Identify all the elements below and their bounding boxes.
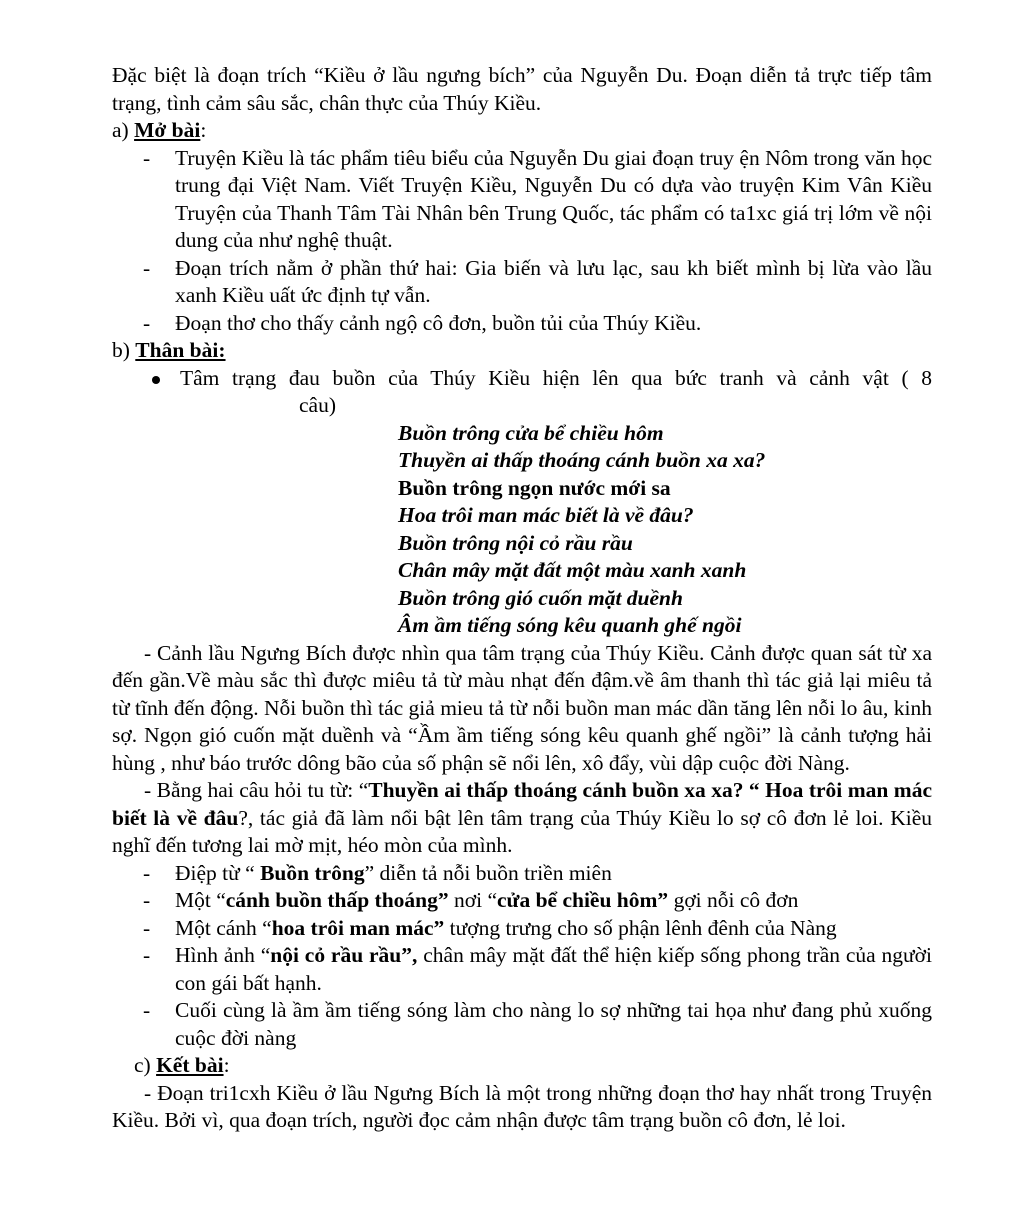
analysis-paragraph-1: - Cảnh lầu Ngưng Bích được nhìn qua tâm trạng của Thúy Kiều. Cảnh được quan sát từ xa đến gần.Về màu sắc thì được miêu tả từ màu nhạt đến đậm.về âm thanh thì tác giả lại miêu tả từ tĩnh đến động. Nỗi buồn thì tác giả mieu tả từ nỗi buồn man mác dần tăng lên nỗi lo âu, kinh sợ. Ngọn gió cuốn mặt duềnh và “Ầm ầm tiếng sóng kêu quanh ghế ngồi” là cảnh tượng hải hùng , như báo trước dông bão của số phận sẽ nổi lên, xô đẩy, vùi dập cuộc đời Nàng. (112, 640, 932, 775)
list-item (143, 915, 932, 943)
analysis-paragraph-2 (112, 777, 932, 860)
text-run: Điệp từ “ (175, 860, 261, 885)
bullet-dot-icon (152, 376, 160, 384)
poem-line: Âm ầm tiếng sóng kêu quanh ghế ngồi (398, 613, 742, 637)
poem-line: Buồn trông gió cuốn mặt duềnh (398, 585, 683, 610)
list-item (143, 860, 932, 888)
mo-bai-colon: : (200, 118, 207, 142)
dash-marker: - (143, 145, 151, 170)
text-run: - Bằng hai câu hỏi tu từ: “ (144, 778, 369, 802)
dash-marker: - (143, 860, 151, 885)
poem-line: Chân mây mặt đất một màu xanh xanh (398, 558, 747, 582)
mo-bai-prefix: a) (112, 118, 135, 142)
poem-line: Thuyền ai thấp thoáng cánh buồn xa xa? (398, 448, 766, 472)
list-item-text: Cuối cùng là ầm ầm tiếng sóng làm cho nàng lo sợ những tai họa như đang phủ xuống cuộc đời nàng (175, 998, 932, 1050)
bullet-text-line2: câu) (299, 393, 336, 417)
text-run: Hình ảnh “ (175, 943, 271, 967)
ket-bai-paragraph: - Đoạn tri1cxh Kiều ở lầu Ngưng Bích là một trong những đoạn thơ hay nhất trong Truyện Kiều. Bởi vì, qua đoạn trích, người đọc cảm nhận được tâm trạng buồn cô đơn, lẻ loi. (112, 1080, 932, 1132)
list-item (143, 997, 932, 1052)
dash-marker: - (143, 255, 151, 280)
mo-bai-title: Mở bài (134, 118, 201, 142)
ket-bai-colon: : (223, 1053, 230, 1077)
text-run: ” diễn tả nỗi buồn triền miên (364, 860, 612, 885)
bullet-item (112, 365, 932, 393)
bold-quote: Thuyền ai thấp thoáng cánh buồn xa xa? “ Hoa trôi man mác biết là về đâu (112, 778, 932, 830)
mo-bai-list (112, 145, 932, 338)
mo-bai-heading (112, 117, 932, 145)
list-item (143, 255, 932, 310)
text-run: Một “ (175, 888, 226, 912)
text-run: nơi “ (448, 888, 498, 912)
ket-bai-title: Kết bài (156, 1053, 224, 1077)
dash-marker: - (143, 310, 151, 335)
than-bai-heading (112, 337, 932, 365)
list-item (143, 310, 932, 338)
dash-marker: - (143, 943, 151, 967)
document-page (112, 62, 932, 1135)
dash-marker: - (143, 888, 151, 912)
poem-line: Buồn trông nội cỏ rầu rầu (398, 530, 633, 555)
poem-line: Buồn trông cửa bể chiều hôm (398, 420, 664, 445)
bold-term: nội cỏ rầu rầu”, (270, 943, 418, 967)
list-item-text: Đoạn trích nằm ở phần thứ hai: Gia biến và lưu lạc, sau kh biết mình bị lừa vào lầu xanh Kiều uất ức định tự vẫn. (175, 255, 932, 307)
poem-block (112, 420, 932, 640)
poem-line: Buồn trông ngọn nước mới sa (398, 475, 671, 500)
intro-paragraph: Đặc biệt là đoạn trích “Kiều ở lầu ngưng bích” của Nguyễn Du. Đoạn diễn tả trực tiếp tâm trạng, tình cảm sâu sắc, chân thực của Thúy Kiều. (112, 63, 932, 115)
poem-line: Hoa trôi man mác biết là về đâu? (398, 503, 694, 527)
text-run: chân mây mặt đất thể hiện kiếp sống phong trần của người con gái bất hạnh. (175, 943, 932, 995)
bold-term: cánh buồn thấp thoáng” (225, 888, 449, 912)
dash-marker: - (143, 915, 151, 940)
bold-term: cửa bể chiều hôm” (497, 888, 669, 912)
dash-marker: - (143, 998, 151, 1022)
ket-bai-heading (112, 1052, 932, 1080)
text-run: gợi nỗi cô đơn (668, 888, 799, 912)
ket-bai-prefix: c) (134, 1053, 157, 1077)
list-item-text: Truyện Kiều là tác phẩm tiêu biểu của Nguyễn Du giai đoạn truy ện Nôm trong văn học trung đại Việt Nam. Viết Truyện Kiều, Nguyễn Du có dựa vào truyện Kim Vân Kiều Truyện của Thanh Tâm Tài Nhân bên Trung Quốc, tác phẩm có ta1xc giá trị lớm về nội dung của như nghệ thuật. (175, 145, 932, 252)
bold-term: Buồn trông (260, 860, 365, 885)
bold-term: hoa trôi man mác” (271, 915, 445, 940)
than-bai-title: Thân bài: (135, 338, 226, 362)
list-item (143, 887, 932, 915)
text-run: ?, tác giả đã làm nổi bật lên tâm trạng của Thúy Kiều lo sợ cô đơn lẻ loi. Kiều nghĩ đến tương lai mờ mịt, héo mòn của mình. (112, 805, 932, 857)
bullet-text-line1: Tâm trạng đau buồn của Thúy Kiều hiện lên qua bức tranh và cảnh vật ( 8 (180, 365, 932, 390)
list-item (143, 145, 932, 255)
text-run: Một cánh “ (175, 915, 272, 940)
than-bai-list (112, 860, 932, 1053)
list-item (143, 942, 932, 997)
list-item-text: Đoạn thơ cho thấy cảnh ngộ cô đơn, buồn tủi của Thúy Kiều. (175, 310, 702, 335)
text-run: tượng trưng cho số phận lênh đênh của Nàng (444, 915, 837, 940)
than-bai-prefix: b) (112, 338, 136, 362)
